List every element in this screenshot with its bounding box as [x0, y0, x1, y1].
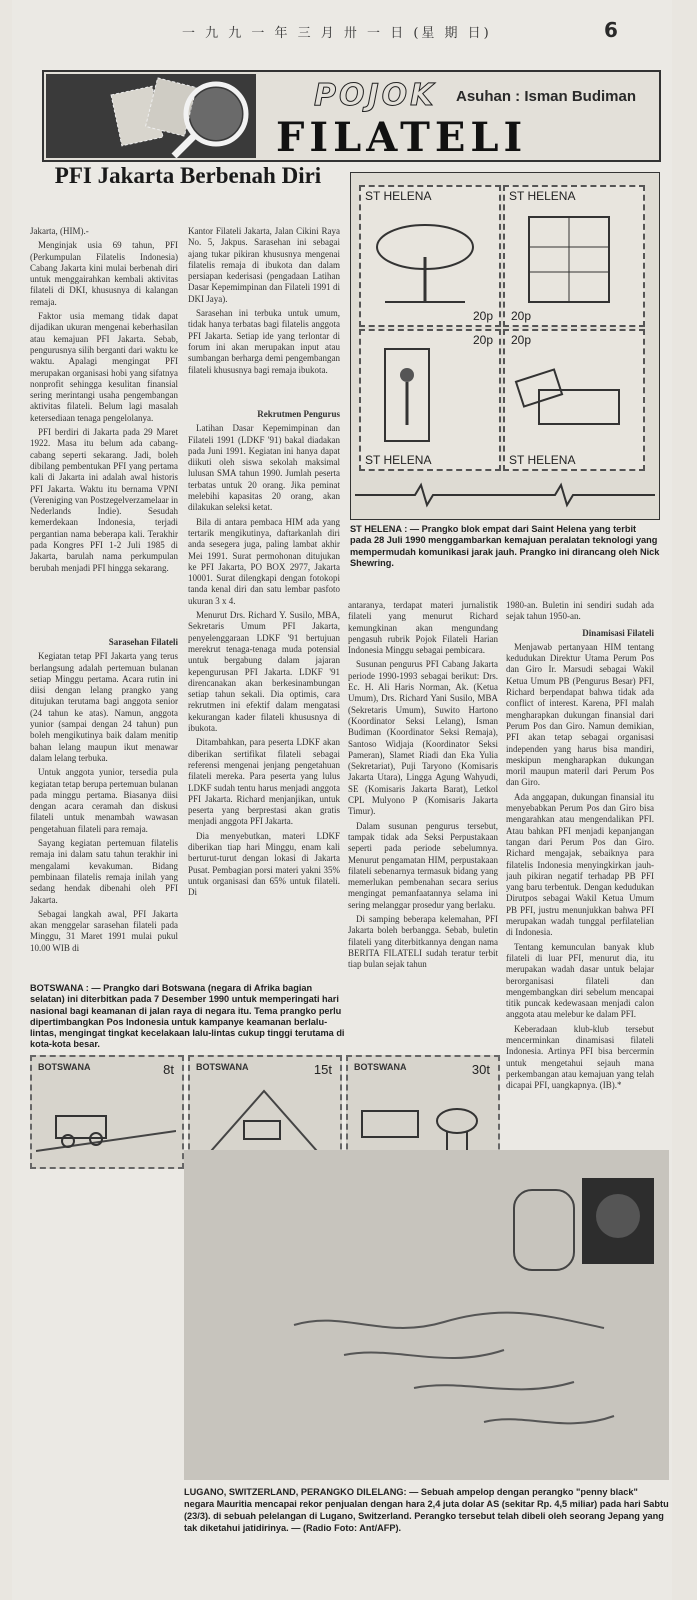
paragraph: Susunan pengurus PFI Cabang Jakarta periode 1990-1993 sebagai berikut: Drs. Ec. H. Ali Haris Norman, Ak. (Ketua Umum), Drs. Richard Yani Susilo, MBA (Sekretaris Umum), Suwito Hartono (Koordinator Seksi Lelang), Isman Budiman (Koordinator Seksi Remaja), Santoso Widjaja (Koordinator Seksi Pameran), Slamet Riadi dan Eka Yulia (Sekretariat), Puji Taryono (Komisaris Jakarta Utara), Lingga Agung Wahyudi, SE (Komisaris Jakarta Barat), Letkol CPL Mulyono P (Komisaris Jakarta Timur). — [348, 659, 498, 817]
paragraph: 1980-an. Buletin ini sendiri sudah ada sejak tahun 1950-an. — [506, 600, 654, 622]
stamp-value: 8t — [163, 1062, 174, 1077]
paragraph: Di samping beberapa kelemahan, PFI Jakarta boleh berbangga. Sebab, buletin filateli yang diterbitkannya dengan nama BERITA FILATELI sudah teratur terbit tiap bulan sejak tahun — [348, 914, 498, 970]
stamp-value: 20p — [511, 309, 532, 323]
subheading-dinamisasi: Dinamisasi Filateli — [582, 627, 654, 638]
fax-machine-icon — [509, 345, 639, 445]
stamp-country: ST HELENA — [509, 453, 576, 467]
paragraph: Dia menyebutkan, materi LDKF diberikan tiap hari Minggu, enam kali berturut-turut dengan lokasi di Jakarta Pusat. Pembagian porsi materi yakni 35% untuk organisasi dan 65% untuk filateli. Di — [188, 830, 340, 898]
masthead-filateli: FILATELI — [276, 114, 528, 161]
stamp-country: ST HELENA — [509, 189, 576, 203]
article-column-2 — [188, 226, 340, 402]
article-column-1 — [30, 226, 178, 614]
paragraph: antaranya, terdapat materi jurnalistik filateli yang menurut Richard kemungkinan akan mengundang pengasuh rubrik Pojok Filateli Harian Indonesia Minggu sebagai pembicara. — [348, 600, 498, 656]
subheading-sarasehan: Sarasehan Filateli — [108, 637, 178, 647]
stamp-country: ST HELENA — [365, 453, 432, 467]
st-helena-stamp-block — [350, 172, 660, 520]
magnifier-stamps-icon — [46, 74, 256, 158]
phone-booth-icon — [365, 345, 495, 445]
st-helena-stamp — [503, 185, 645, 327]
stamp-value: 20p — [511, 333, 532, 347]
paragraph: Keberadaan klub-klub tersebut mencerminkan dinamisasi filateli Indonesia. Artinya PFI bisa bercermin untuk mengetahui sejauh mana perkembangan atau kemajuan yang telah dicapai PFI, uangkapnya. (IB).* — [506, 1023, 654, 1091]
stamp-country: BOTSWANA — [354, 1062, 407, 1072]
paragraph: Sayang kegiatan pertemuan filatelis remaja ini dalam satu tahun terakhir ini mengalami kevakuman. Bidang pembinaan filatelis remaja inilah yang sedang hendak dibenahi oleh PFI Jakarta. — [30, 838, 178, 905]
paragraph: Dalam susunan pengurus tersebut, tampak tidak ada Seksi Perpustakaan seperti pada periode sebelumnya. Menurut pengamatan HIM, perpustakaan filateli sebenarnya termasuk bidang yang memerlukan pembenahan secara serius mengingat pemanfaatannya selama ini sering melanggar prosedur yang berlaku. — [348, 820, 498, 910]
paragraph: Ditambahkan, para peserta LDKF akan diberikan sertifikat filateli sebagai referensi mengenai jenjang pengetahuan filateli mereka. Para peserta yang lulus LDKF sudah tentu harus menjadi anggota PFI Jakarta. Richard menjanjikan, untuk peserta yang berprestasi akan gratis menjadi anggota PFI Jakarta. — [188, 737, 340, 827]
lugano-caption: LUGANO, SWITZERLAND, PERANGKO DILELANG: — Sebuah ampelop dengan perangko "penny black" negara Mauritia mencapai rekor penjualan dengan hara 2,4 juta dolar AS (sekitar Rp. 4,5 miliar) pada hari Sabtu (23/3). di sebuah pelelangan di Lugano, Switzerland. Perangko tersebut telah dibeli oleh seorang Jepang yang tak diketahui jatidirinya. — (Radio Foto: Ant/AFP). — [184, 1487, 669, 1533]
paragraph: Menginjak usia 69 tahun, PFI (Perkumpulan Filatelis Indonesia) Cabang Jakarta kini mulai berbenah diri untuk menggairahkan kembali aktivitas filateli di DKI, khususnya di kalangan remaja. — [30, 240, 178, 307]
telephone-exchange-icon — [509, 207, 639, 307]
stamp-country: BOTSWANA — [38, 1062, 91, 1072]
subheading-rekrutmen: Rekrutmen Pengurus — [257, 409, 340, 419]
paragraph: Bila di antara pembaca HIM ada yang tertarik mengikutinya, daftarkanlah diri anda sesegera juga, paling lambat akhir Mei 1991. Surat permohonan ditujukan ke PFI Jakarta, PO BOX 2977, Jakarta 10001. Surat dilengkapi dengan fotokopi tanda kenal diri dan satu lembar pasfoto ukuran 3 x 4. — [188, 516, 340, 606]
paragraph: Menurut Drs. Richard Y. Susilo, MBA, Sekretaris Umum PFI Jakarta, penyelenggaraan LDKF '91 bertujuan merekrut tenaga-tenaga muda potensial untuk bergabung dalam jajaran kepengurusan PFI Jakarta. LDKF '91 direncanakan akan berkesinambungan setiap tahun sekali. Dia optimis, cara rekrutmen ini efektif dalam mengatasi kekurangan kader filateli khususnya di ibukota. — [188, 610, 340, 734]
paragraph: Untuk anggota yunior, tersedia pula kegiatan tetap berupa pertemuan bulanan pada minggu pertama. Biasanya diisi dengan acara ceramah dan diskusi filateli untuk menambah wawasan pengetahuan filateli para remaja. — [30, 767, 178, 834]
st-helena-stamp — [359, 329, 501, 471]
article-column-3 — [348, 600, 498, 978]
paragraph: Faktor usia memang tidak dapat dijadikan ukuran mengenai keberhasilan atau kemajuan PFI Jakarta. Sebab, pengurusnya silih berganti dari waktu ke waktu. Apalagi mengingat PFI merupakan organisasi hobi yang sifatnya nonprofit sehingga kesulitan finansial sering merintangi usaha pengembangan aktivitas filateli. Belum lagi masalah ketersediaan tenaga pengelolanya. — [30, 311, 178, 423]
paragraph: Ada anggapan, dukungan finansial itu menyebabkan Perum Pos dan Giro bisa mengarahkan atau mengendalikan PFI. Atau bahkan PFI menjadi kepanjangan tangan dari Perum Pos dan Giro. Richard mengajak, sebaiknya para filatelis Indonesia menyingkirkan jauh-jauh pikiran negatif terhadap PB PFI yang baru terbentuk. Dengan kedudukan Dirutpos sebagai Wakil Ketua Umum PB PFI, justru menunjukkan bahwa PFI merupakan wadah tunggal perfilatelian di Indonesia. — [506, 791, 654, 938]
lugano-envelope-photo — [184, 1150, 669, 1480]
date-line: 一 九 九 一 年 三 月 卅 一 日 (星 期 日) — [182, 26, 492, 41]
st-helena-stamp — [359, 185, 501, 327]
article-column-4 — [506, 600, 654, 1160]
article-column-2b — [188, 404, 340, 978]
article-column-1b — [30, 632, 178, 976]
paragraph: Menjawab pertanyaan HIM tentang kedudukan Direktur Utama Perum Pos dan Giro Ir. Marsudi sebagai Wakil Ketua Umum PB (Pengurus Besar) PFI, Richard berpendapat bahwa tidak ada conflict of interest. Karena, PFI malah mengharapkan dukungan finansial dari Perum Pos dan Giro. Namun demikian, PFI akan tetap sebagai organisasi independen yang harus bisa mandiri, meskipun mengharapkan dukungan moril maupun materil dari Perum Pos dan Giro. — [506, 641, 654, 788]
paragraph: Sebagai langkah awal, PFI Jakarta akan menggelar sarasehan filateli pada Minggu, 31 Maret 1991 mulai pukul 10.00 WIB di — [30, 908, 178, 953]
stamp-value: 15t — [313, 1062, 332, 1077]
paragraph: Tentang kemunculan banyak klub filateli di luar PFI, menurut dia, itu merupakan wadah dasar untuk belajar berorganisasi filateli dan mengembangkan diri sebelum mencapai titik puncak kedewasaan menjadi calon anggota atau melebur ke dalam PFI. — [506, 941, 654, 1020]
botswana-caption: BOTSWANA : — Prangko dari Botswana (negara di Afrika bagian selatan) ini diterbitkan pada 7 Desember 1990 untuk memperingati hari nasional bagi keamanan di jalan raya di negara itu. Tema prangko perlu dipertimbangkan Pos Indonesia untuk kampanye keamanan berlalu-lintas, mengingat tingkat kecelakaan lalu-lintas cukup tinggi terutama di kota-kota besar. — [30, 983, 345, 1050]
satellite-dish-icon — [365, 207, 495, 307]
page-number: 6 — [604, 18, 618, 42]
paragraph: PFI berdiri di Jakarta pada 29 Maret 1922. Masa itu belum ada cabang-cabang seperti sekarang. Jadi, boleh dibilang pembentukan PFI yang pertama kali di Jakarta ini adalah awal historis PFI Jakarta. Waktu itu bernama VPNI (Vereniging van Postzegelverzamelaar in Nederlands Indie). Sesudah kemerdekaan Indonesia, terjadi pergantian nama beberapa kali. Terakhir pada Kongres PFI 1-2 Juli 1985 di Jakarta, barulah nama perkumpulan berubah menjadi PFI hingga sekarang. — [30, 427, 178, 573]
stamp-value: 20p — [472, 333, 493, 347]
stamp-country: ST HELENA — [365, 189, 432, 203]
st-helena-stamp — [503, 329, 645, 471]
stamp-country: BOTSWANA — [196, 1062, 249, 1072]
masthead — [42, 70, 661, 162]
stamp-value: 30t — [471, 1062, 490, 1077]
paragraph: Latihan Dasar Kepemimpinan dan Filateli 1991 (LDKF '91) bakal diadakan pada Juni 1991. Kegiatan ini hanya dapat diikuti oleh siswa sekolah maksimal lulusan SMA tahun 1990. Jumlah peserta terbatas untuk 20 orang. Jika peminat melebihi kapasitas 20 orang, akan dilakukan seleksi ketat. — [188, 423, 340, 513]
newspaper-clipping — [12, 0, 672, 1600]
paragraph: Sarasehan ini terbuka untuk umum, tidak hanya terbatas bagi filatelis anggota PFI Jakarta. Setiap ide yang terlontar di forum ini akan merupakan input atau sumbangan berharga demi pengembangan filateli khususnya bagi remaja ibukota. — [188, 308, 340, 375]
masthead-pojok: POJOK — [314, 78, 437, 113]
paragraph: Kegiatan tetap PFI Jakarta yang terus berlangsung adalah pertemuan bulanan setiap Minggu pertama. Acara rutin ini diisi dengan lelang prangko yang ditujukan terutama bagi anggota senior (24 tahun ke atas). Namun, anggota yunior (sampai dengan 24 tahun) pun boleh mengikutinya baik dalam menitip bahan lelang maupun ikut menawar dalam lelang terbuka. — [30, 651, 178, 763]
article-headline: PFI Jakarta Berbenah Diri — [54, 163, 322, 188]
car-and-cattle-illustration-icon — [352, 1081, 492, 1161]
botswana-stamp — [30, 1055, 184, 1169]
road-traffic-illustration-icon — [194, 1081, 334, 1161]
road-accident-illustration-icon — [36, 1081, 176, 1161]
dateline: Jakarta, (HIM).- — [30, 226, 89, 236]
st-helena-caption: ST HELENA : — Prangko blok empat dari Saint Helena yang terbit pada 28 Juli 1990 menggambarkan kemajuan peralatan teknologi yang mempermudah komunikasi jarak jauh. Prangko ini dirancang oleh Nick Shewring. — [350, 524, 660, 568]
masthead-stamps-illustration — [46, 74, 256, 158]
envelope-with-penny-black-icon — [184, 1150, 669, 1480]
cable-decoration — [355, 475, 655, 515]
paragraph: Kantor Filateli Jakarta, Jalan Cikini Raya No. 5, Jakpus. Sarasehan ini sebagai ajang tukar pikiran khususnya mengenai filatelis remaja di ibukota dan dalam persiapan kederisasi (pengadaan Latihan Dasar Kepemimpinan dan Filateli 1991 di DKI Jaya). — [188, 226, 340, 304]
masthead-editor: Asuhan : Isman Budiman — [456, 88, 637, 105]
stamp-value: 20p — [472, 309, 493, 323]
